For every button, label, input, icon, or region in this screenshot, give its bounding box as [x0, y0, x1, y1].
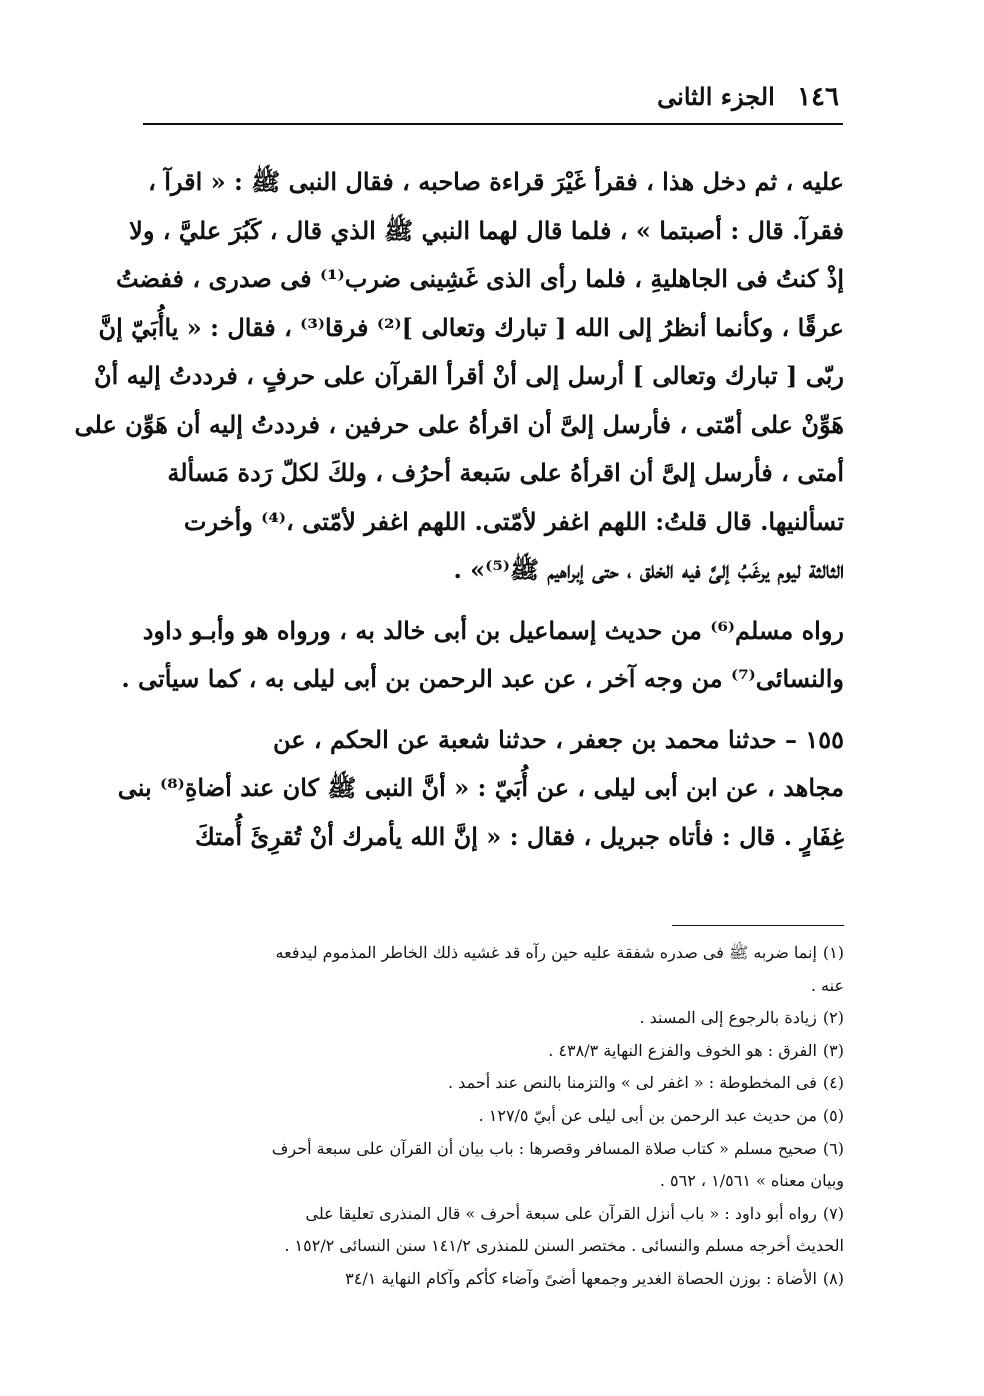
- main-text: [74, 158, 844, 861]
- text-line: ربّى [ تبارك وتعالى ] أرسل إلى أنْ أقرأ القرآن على حرفٍ ، فرددتُ إليه أنْ: [94, 361, 844, 390]
- footnote-text: من حديث عبد الرحمن بن أبى ليلى عن أبيّ ١٢٧/٥ .: [478, 1105, 817, 1125]
- footnote-5: [145, 1100, 844, 1133]
- text-line: أمتى ، فأرسل إلىَّ أن اقرأهُ على سَبعة أحرُف ، ولكَ لكلّ رَدة مَسألة: [167, 458, 844, 487]
- header-rule: [143, 123, 843, 125]
- footnote-text: إنما ضربه ﷺ فى صدره شفقة عليه حين رآه قد غشيه ذلك الخاطر المذموم ليدفعه: [275, 943, 817, 962]
- footnote-continuation: عنه .: [810, 975, 844, 995]
- footnote-number: (٢): [822, 1008, 844, 1028]
- text-line: والنسائى⁽⁷⁾ من وجه آخر ، عن عبد الرحمن بن أبى ليلى به ، كما سيأتى .: [121, 664, 844, 693]
- text-line: فقرآ. قال : أصبتما » ، فلما قال لهما النبي ﷺ الذي قال ، كَبُرَ عليَّ ، ولا: [129, 215, 844, 245]
- text-line: غِفَارٍ . قال : فأتاه جبريل ، فقال : « إنَّ الله يأمرك أنْ تُقرِئَ أُمتكَ: [195, 821, 844, 851]
- footnote-number: (٥): [822, 1105, 844, 1125]
- text-line: عليه ، ثم دخل هذا ، فقرأ غَيْرَ قراءة صاحبه ، فقال النبى ﷺ : « اقرآ ،: [148, 167, 844, 196]
- footnote-7: [145, 1198, 844, 1231]
- narration-paragraph: [121, 607, 844, 704]
- hadith-paragraph-1: [74, 158, 844, 595]
- text-line: ١٥٥ – حدثنا محمد بن جعفر ، حدثنا شعبة عن الحكم ، عن: [272, 724, 844, 754]
- text-line: الثالثة ليوم يرغَبُ إلىَّ فيه الخلق ، حتى إبراهيم ﷺ⁽⁵⁾» .: [453, 555, 844, 584]
- text-line: إذْ كنتُ فى الجاهليةِ ، فلما رأى الذى غَشِينى ضرب⁽¹⁾ فى صدرى ، ففضتُ: [116, 264, 844, 293]
- text-line: رواه مسلم⁽⁶⁾ من حديث إسماعيل بن أبى خالد به ، ورواه هو وأبـو داود: [142, 615, 844, 645]
- running-header: [657, 82, 839, 112]
- text-line: عرقًا ، وكأنما أنظرُ إلى الله [ تبارك وتعالى ]⁽²⁾ فرقا⁽³⁾ ، فقال : « ياأُبَيّ إنَّ: [98, 312, 844, 342]
- text-line: هَوِّنْ على أمّتى ، فأرسل إلىَّ أن اقرأهُ على حرفين ، فرددتُ إليه أن هَوِّن على: [74, 409, 844, 439]
- footnote-number: (٨): [822, 1268, 844, 1288]
- footnote-text: رواه أبو داود : « باب أنزل القرآن على سبعة أحرف » قال المنذرى تعليقا على: [305, 1203, 817, 1223]
- footnote-text: فى المخطوطة : « اغفر لى » والتزمنا بالنص عند أحمد .: [448, 1073, 817, 1093]
- footnote-2: [145, 1002, 844, 1035]
- footnotes: [145, 937, 844, 1296]
- footnote-continuation: وبيان معناه » ١/٥٦١ ، ٥٦٢ .: [659, 1171, 844, 1191]
- text-line: تسألنيها. قال قلتُ: اللهم اغفر لأمّتى. اللهم اغفر لأمّتى ،⁽⁴⁾ وأخرت: [183, 506, 844, 536]
- footnote-text: صحيح مسلم « كتاب صلاة المسافر وقصرها : باب بيان أن القرآن على سبعة أحرف: [271, 1138, 817, 1158]
- footnote-8: [145, 1263, 844, 1296]
- text-line: مجاهد ، عن ابن أبى ليلى ، عن أُبَيّ : « أنَّ النبى ﷺ كان عند أضاةِ⁽⁸⁾ بنى: [117, 773, 844, 802]
- page-number: ١٤٦: [797, 82, 839, 112]
- footnote-number: (٣): [822, 1040, 844, 1060]
- footnote-4: [145, 1067, 844, 1100]
- footnote-number: (١): [822, 943, 844, 962]
- footnote-1: [145, 937, 844, 970]
- footnote-number: (٦): [822, 1138, 844, 1158]
- footnote-text: الفرق : هو الخوف والفزع النهاية ٤٣٨/٣ .: [548, 1040, 817, 1060]
- footnote-number: (٧): [822, 1203, 844, 1223]
- part-title: الجزء الثانى: [657, 82, 775, 111]
- footnote-text: الأضاة : بوزن الحصاة الغدير وجمعها أضىً وآضاء كأكم وآكام النهاية ٣٤/١: [345, 1268, 817, 1288]
- footnote-6: [145, 1133, 844, 1166]
- footnote-continuation: الحديث أخرجه مسلم والنسائى . مختصر السنن للمنذرى ١٤١/٢ سنن النسائى ١٥٢/٢ .: [284, 1236, 844, 1256]
- hadith-paragraph-155: [117, 716, 844, 862]
- footnote-3: [145, 1035, 844, 1068]
- footnote-number: (٤): [822, 1073, 844, 1093]
- footnote-text: زيادة بالرجوع إلى المسند .: [639, 1008, 817, 1028]
- footnote-separator: [672, 925, 844, 926]
